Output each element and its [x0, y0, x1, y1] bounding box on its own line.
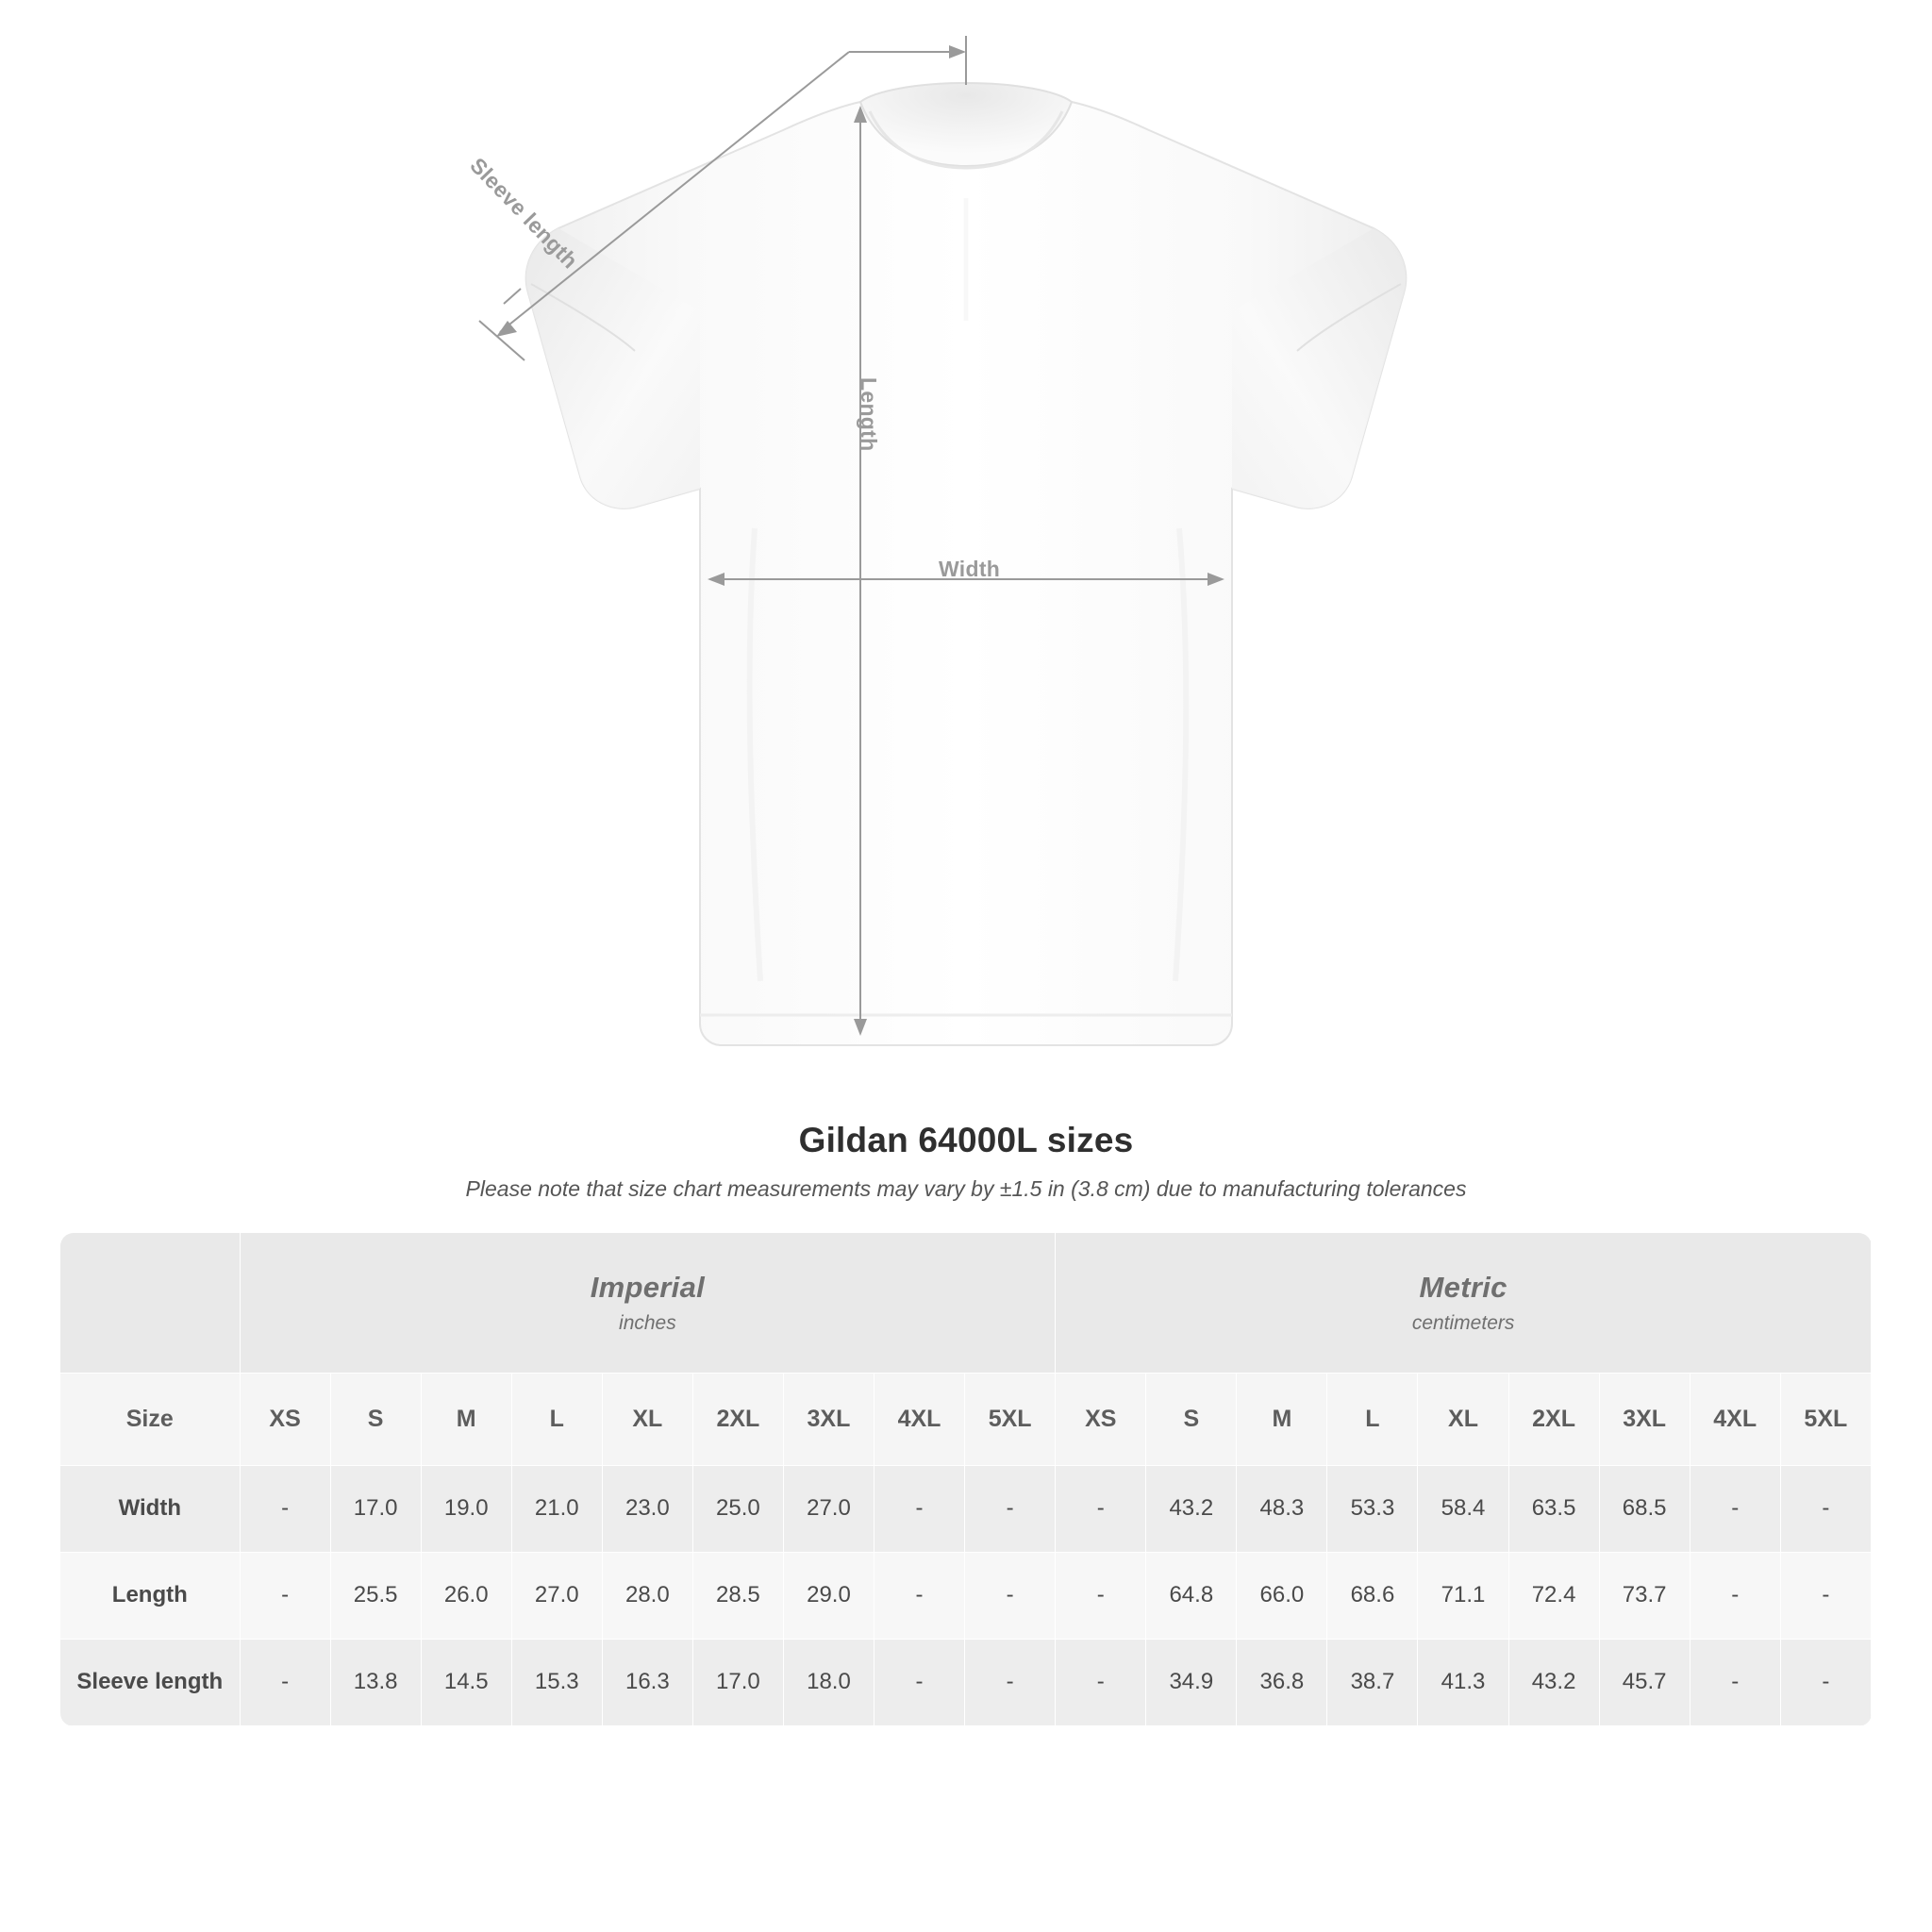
cell-length-met-3xl: 73.7: [1599, 1552, 1690, 1639]
size-table: [60, 1233, 1872, 1726]
unit-header-row: [60, 1233, 1872, 1373]
cell-width-met-4xl: -: [1690, 1465, 1780, 1552]
header-size-imp-3xl: 3XL: [783, 1373, 874, 1465]
cell-sleeve-met-5xl: -: [1780, 1639, 1871, 1725]
unit-sub-imperial: inches: [619, 1311, 676, 1334]
cell-sleeve-met-m: 36.8: [1237, 1639, 1327, 1725]
cell-length-met-xl: 71.1: [1418, 1552, 1508, 1639]
cell-length-imp-2xl: 28.5: [692, 1552, 783, 1639]
size-table-wrapper: [60, 1233, 1872, 1726]
cell-width-imp-xs: -: [240, 1465, 330, 1552]
cell-length-met-l: 68.6: [1327, 1552, 1418, 1639]
cell-width-met-xs: -: [1056, 1465, 1146, 1552]
cell-sleeve-met-xl: 41.3: [1418, 1639, 1508, 1725]
header-size-met-4xl: 4XL: [1690, 1373, 1780, 1465]
header-size-met-5xl: 5XL: [1780, 1373, 1871, 1465]
cell-length-met-5xl: -: [1780, 1552, 1871, 1639]
unit-header-metric: [1056, 1233, 1872, 1373]
cell-width-met-5xl: -: [1780, 1465, 1871, 1552]
cell-length-met-xs: -: [1056, 1552, 1146, 1639]
cell-length-imp-xl: 28.0: [602, 1552, 692, 1639]
cell-width-met-m: 48.3: [1237, 1465, 1327, 1552]
header-size-met-l: L: [1327, 1373, 1418, 1465]
unit-header-imperial: [240, 1233, 1056, 1373]
table-row-length: [60, 1552, 1872, 1639]
cell-sleeve-met-2xl: 43.2: [1508, 1639, 1599, 1725]
table-row-sleeve-length: [60, 1639, 1872, 1725]
cell-width-met-l: 53.3: [1327, 1465, 1418, 1552]
cell-width-met-3xl: 68.5: [1599, 1465, 1690, 1552]
cell-sleeve-imp-2xl: 17.0: [692, 1639, 783, 1725]
cell-length-imp-3xl: 29.0: [783, 1552, 874, 1639]
cell-sleeve-imp-m: 14.5: [421, 1639, 511, 1725]
cell-sleeve-imp-5xl: -: [965, 1639, 1056, 1725]
header-size-imp-xs: XS: [240, 1373, 330, 1465]
cell-sleeve-met-s: 34.9: [1146, 1639, 1237, 1725]
cell-sleeve-met-3xl: 45.7: [1599, 1639, 1690, 1725]
unit-sub-metric: centimeters: [1411, 1311, 1515, 1334]
header-size-imp-4xl: 4XL: [874, 1373, 964, 1465]
cell-sleeve-imp-xs: -: [240, 1639, 330, 1725]
cell-width-met-2xl: 63.5: [1508, 1465, 1599, 1552]
cell-width-imp-xl: 23.0: [602, 1465, 692, 1552]
header-size-imp-s: S: [330, 1373, 421, 1465]
row-label-length: Length: [60, 1552, 240, 1639]
unit-header-spacer: [60, 1233, 240, 1373]
cell-length-imp-4xl: -: [874, 1552, 964, 1639]
header-size-imp-5xl: 5XL: [965, 1373, 1056, 1465]
cell-sleeve-imp-3xl: 18.0: [783, 1639, 874, 1725]
size-header-row: [60, 1373, 1872, 1465]
cell-width-imp-s: 17.0: [330, 1465, 421, 1552]
header-size-label: Size: [60, 1373, 240, 1465]
header-size-imp-m: M: [421, 1373, 511, 1465]
cell-length-met-m: 66.0: [1237, 1552, 1327, 1639]
cell-length-imp-xs: -: [240, 1552, 330, 1639]
cell-sleeve-imp-4xl: -: [874, 1639, 964, 1725]
row-label-sleeve-length: Sleeve length: [60, 1639, 240, 1725]
header-size-imp-l: L: [511, 1373, 602, 1465]
cell-width-imp-3xl: 27.0: [783, 1465, 874, 1552]
cell-sleeve-met-xs: -: [1056, 1639, 1146, 1725]
cell-length-met-2xl: 72.4: [1508, 1552, 1599, 1639]
header-size-met-m: M: [1237, 1373, 1327, 1465]
cell-width-imp-2xl: 25.0: [692, 1465, 783, 1552]
cell-length-imp-l: 27.0: [511, 1552, 602, 1639]
header-size-met-3xl: 3XL: [1599, 1373, 1690, 1465]
dimension-label-length: Length: [857, 377, 881, 452]
dimension-label-sleeve-length: Sleeve length: [465, 153, 583, 274]
cell-width-imp-4xl: -: [874, 1465, 964, 1552]
header-size-met-xl: XL: [1418, 1373, 1508, 1465]
dimension-label-width: Width: [939, 557, 1001, 581]
tolerance-note: Please note that size chart measurements may vary by ±1.5 in (3.8 cm) due to manufacturing tolerances: [465, 1176, 1467, 1201]
title-block: [0, 1121, 1932, 1202]
header-size-imp-2xl: 2XL: [692, 1373, 783, 1465]
cell-sleeve-met-4xl: -: [1690, 1639, 1780, 1725]
cell-length-imp-5xl: -: [965, 1552, 1056, 1639]
header-size-met-xs: XS: [1056, 1373, 1146, 1465]
cell-width-imp-5xl: -: [965, 1465, 1056, 1552]
cell-sleeve-met-l: 38.7: [1327, 1639, 1418, 1725]
unit-name-imperial: Imperial: [590, 1270, 706, 1304]
cell-length-met-s: 64.8: [1146, 1552, 1237, 1639]
row-label-width: Width: [60, 1465, 240, 1552]
cell-sleeve-imp-l: 15.3: [511, 1639, 602, 1725]
cell-width-imp-m: 19.0: [421, 1465, 511, 1552]
cell-length-imp-s: 25.5: [330, 1552, 421, 1639]
header-size-met-s: S: [1146, 1373, 1237, 1465]
cell-width-met-s: 43.2: [1146, 1465, 1237, 1552]
chart-title: Gildan 64000L sizes: [798, 1121, 1134, 1159]
cell-sleeve-imp-xl: 16.3: [602, 1639, 692, 1725]
cell-width-imp-l: 21.0: [511, 1465, 602, 1552]
cell-length-imp-m: 26.0: [421, 1552, 511, 1639]
cell-width-met-xl: 58.4: [1418, 1465, 1508, 1552]
table-row-width: [60, 1465, 1872, 1552]
header-size-met-2xl: 2XL: [1508, 1373, 1599, 1465]
header-size-imp-xl: XL: [602, 1373, 692, 1465]
unit-name-metric: Metric: [1419, 1270, 1507, 1304]
cell-sleeve-imp-s: 13.8: [330, 1639, 421, 1725]
cell-length-met-4xl: -: [1690, 1552, 1780, 1639]
